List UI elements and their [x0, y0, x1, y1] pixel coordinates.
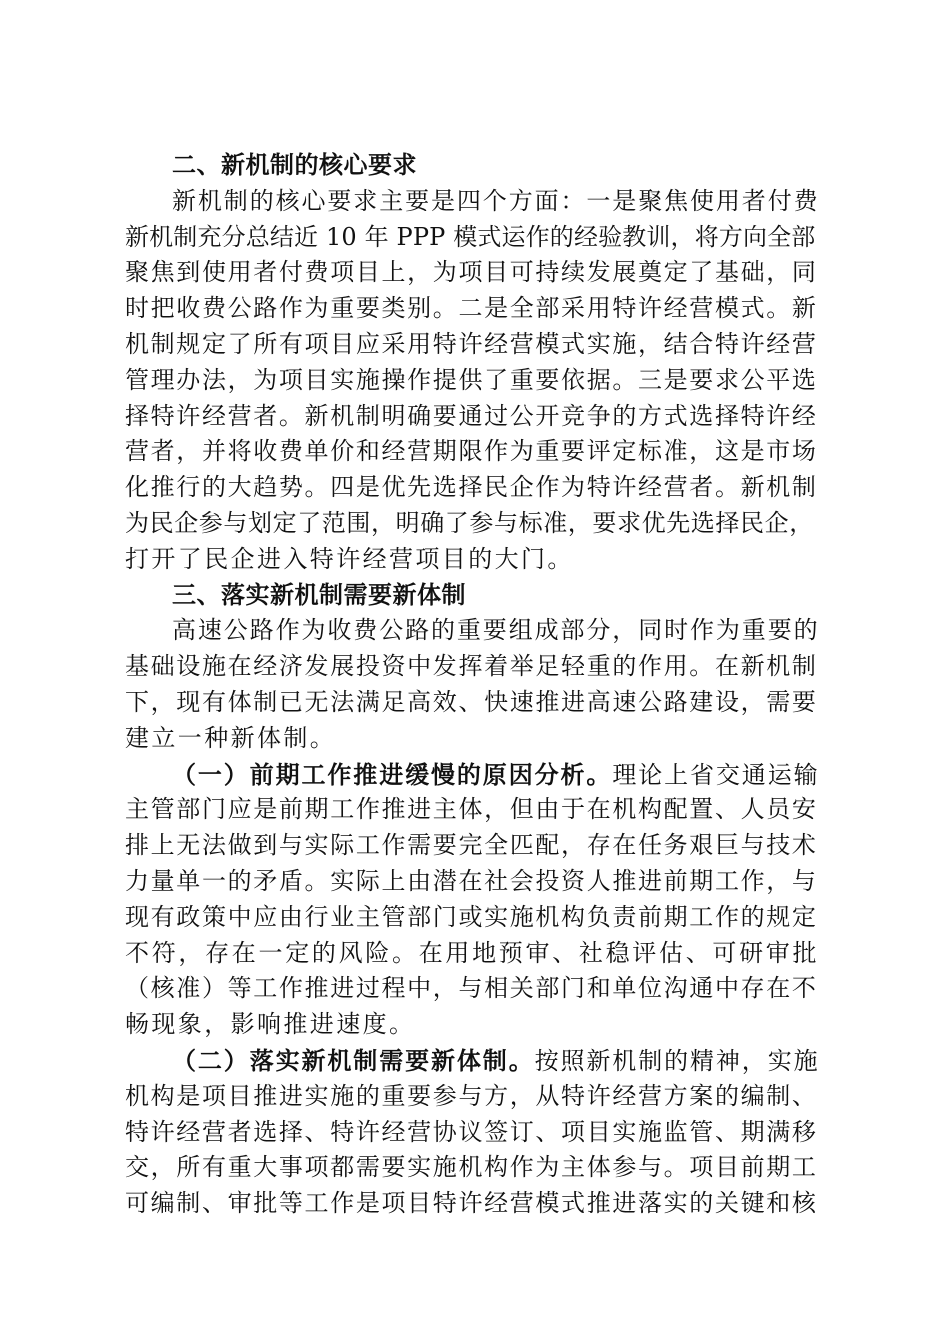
- paragraph-line: 择特许经营者。新机制明确要通过公开竞争的方式选择特许经: [125, 401, 818, 430]
- document-page: [125, 148, 823, 1222]
- paragraph-text: 理论上省交通运输: [612, 760, 820, 789]
- paragraph-line: （核准）等工作推进过程中，与相关部门和单位沟通中存在不: [125, 974, 818, 1003]
- paragraph-line: 高速公路作为收费公路的重要组成部分，同时作为重要的: [172, 616, 820, 645]
- paragraph-line: 打开了民企进入特许经营项目的大门。: [125, 544, 574, 573]
- paragraph-line: 新机制充分总结近 10 年 PPP 模式运作的经验教训，将方向全部: [125, 222, 816, 251]
- paragraph-line: 机制规定了所有项目应采用特许经营模式实施，结合特许经营: [125, 329, 818, 358]
- paragraph-line: 新机制的核心要求主要是四个方面：一是聚焦使用者付费: [172, 186, 820, 215]
- subsection-title-cause-analysis: （一）前期工作推进缓慢的原因分析。: [172, 759, 613, 789]
- paragraph-line: 建立一种新体制。: [125, 723, 337, 752]
- subsection-title-new-system: （二）落实新机制需要新体制。: [172, 1045, 535, 1075]
- paragraph-line: 可编制、审批等工作是项目特许经营模式推进落实的关键和核: [125, 1189, 818, 1218]
- subsection-first-line: [125, 1043, 823, 1079]
- paragraph-line: 交，所有重大事项都需要实施机构作为主体参与。项目前期工: [125, 1153, 818, 1182]
- paragraph-line: 主管部门应是前期工作推进主体，但由于在机构配置、人员安: [125, 795, 818, 824]
- paragraph-line: 化推行的大趋势。四是优先选择民企作为特许经营者。新机制: [125, 473, 818, 502]
- paragraph-line: 管理办法，为项目实施操作提供了重要依据。三是要求公平选: [125, 365, 818, 394]
- paragraph-line: 时把收费公路作为重要类别。二是全部采用特许经营模式。新: [125, 294, 818, 323]
- paragraph-line: 现有政策中应由行业主管部门或实施机构负责前期工作的规定: [125, 902, 818, 931]
- paragraph-line: 特许经营者选择、特许经营协议签订、项目实施监管、期满移: [125, 1117, 818, 1146]
- paragraph-line: 聚焦到使用者付费项目上，为项目可持续发展奠定了基础，同: [125, 258, 818, 287]
- paragraph-line: 机构是项目推进实施的重要参与方，从特许经营方案的编制、: [125, 1081, 818, 1110]
- section-heading-new-system: 三、落实新机制需要新体制: [172, 580, 466, 609]
- paragraph-line: 力量单一的矛盾。实际上由潜在社会投资人推进前期工作，与: [125, 866, 818, 895]
- subsection-first-line: [125, 757, 823, 793]
- paragraph-line: 为民企参与划定了范围，明确了参与标准，要求优先选择民企，: [125, 508, 814, 537]
- paragraph-line: 基础设施在经济发展投资中发挥着举足轻重的作用。在新机制: [125, 652, 818, 681]
- paragraph-text: 按照新机制的精神，实施: [534, 1046, 820, 1075]
- paragraph-line: 畅现象，影响推进速度。: [125, 1010, 416, 1039]
- paragraph-line: 排上无法做到与实际工作需要完全匹配，存在任务艰巨与技术: [125, 831, 818, 860]
- paragraph-line: 不符，存在一定的风险。在用地预审、社稳评估、可研审批: [125, 938, 820, 967]
- paragraph-line: 下，现有体制已无法满足高效、快速推进高速公路建设，需要: [125, 687, 818, 716]
- section-heading-core-requirements: 二、新机制的核心要求: [172, 151, 417, 179]
- paragraph-line: 营者，并将收费单价和经营期限作为重要评定标准，这是市场: [125, 437, 818, 466]
